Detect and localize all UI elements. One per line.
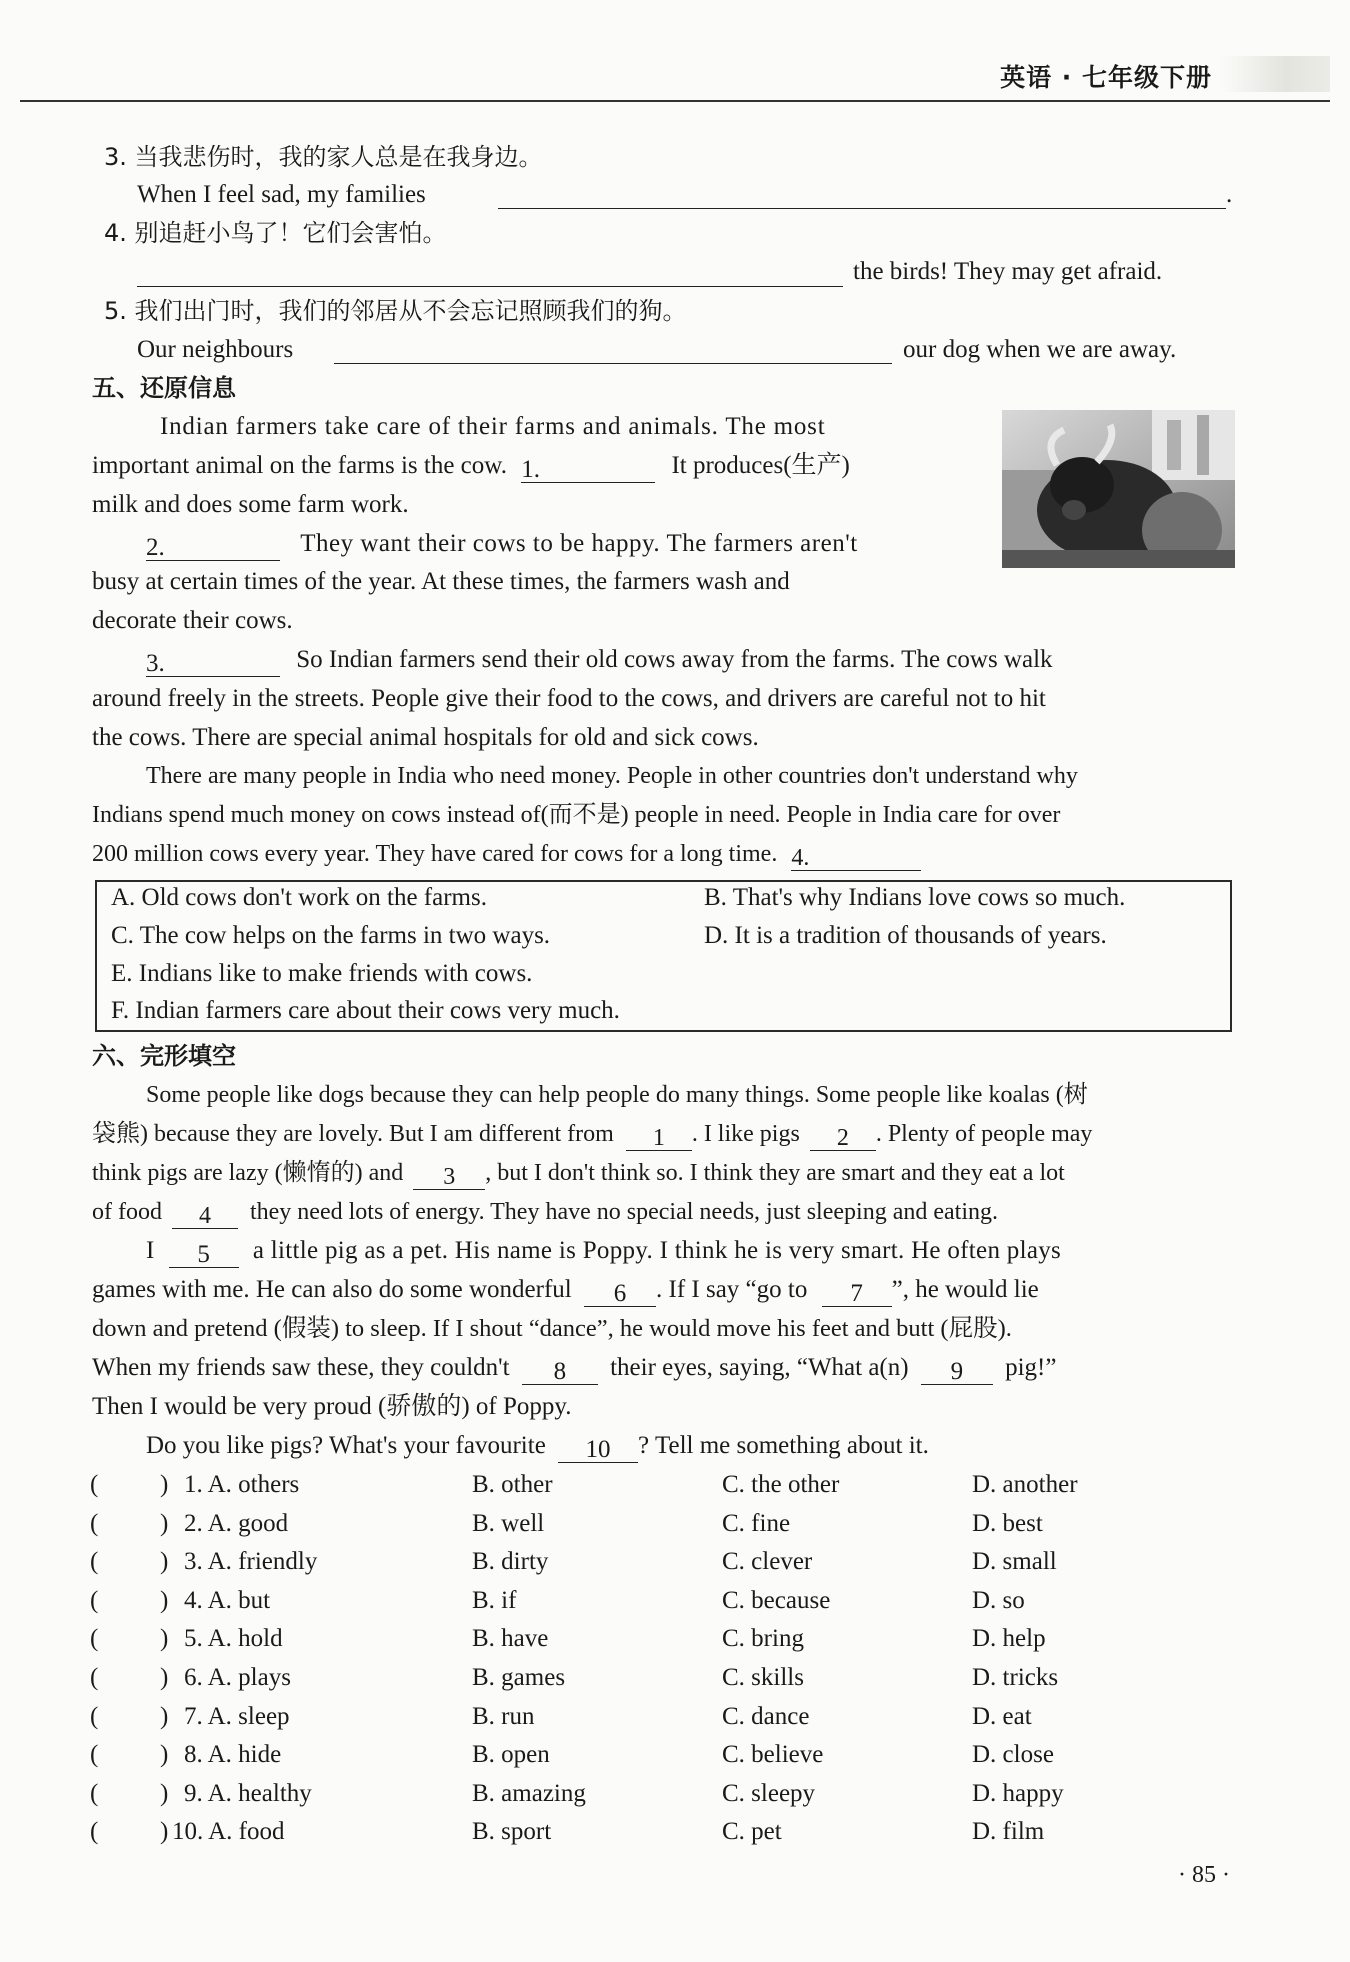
cloze-question-2 [90,1508,1190,1540]
s6-line4b: they need lots of energy. They have no special needs, just sleeping and eating. [249,1199,998,1225]
q3-english-prefix: When I feel sad, my families [137,181,426,208]
option-a: A. Old cows don't work on the farms. [111,884,487,911]
options-box [95,880,1232,1032]
s5-p3-line1: So Indian farmers send their old cows away from the farms. The cows walk [296,646,1053,673]
s6-line1: Some people like dogs because they can help people do many things. Some people like koalas (树 [146,1082,1088,1108]
header-title: 英语 · 七年级下册 [1000,63,1212,92]
answer-paren-open[interactable]: ( [90,1471,99,1498]
choice-d[interactable]: D. best [972,1509,1043,1537]
answer-paren-close: ) [160,1779,169,1807]
s6-blank-4[interactable]: 4 [172,1203,238,1229]
cow-photo-image [1002,410,1235,568]
section6-title: 六、完形填空 [92,1042,236,1070]
choice-d[interactable]: D. film [972,1818,1045,1846]
s5-p2-line1: They want their cows to be happy. The farmers aren't [300,530,858,557]
q3-chinese: 3. 当我悲伤时，我的家人总是在我身边。 [104,143,543,171]
s5-p2-line3: decorate their cows. [92,607,293,634]
s5-p1-line2a: important animal on the farms is the cow. [92,452,507,479]
q5-english-suffix: our dog when we are away. [903,336,1177,363]
answer-paren-close: ) [160,1625,169,1653]
s6-line5b: a little pig as a pet. His name is Poppy. I think he is very smart. He often plays [252,1237,1062,1264]
choice-a[interactable]: 8. A. hide [184,1741,282,1769]
q3-answer-line[interactable] [498,207,1226,209]
choice-a[interactable]: 1. A. others [184,1471,300,1498]
answer-paren-open[interactable]: ( [90,1664,99,1691]
s6-line6a: games with me. He can also do some wonderful [92,1276,572,1303]
choice-b[interactable]: B. have [472,1625,549,1653]
s5-p1-line1: Indian farmers take care of their farms and animals. The most [160,413,826,440]
s6-line9: Then I would be very proud (骄傲的) of Poppy. [92,1393,572,1420]
choice-c[interactable]: C. bring [722,1625,804,1653]
choice-a[interactable]: 7. A. sleep [184,1702,290,1730]
cloze-question-8 [90,1739,1190,1771]
choice-b[interactable]: B. run [472,1702,535,1730]
page-number: · 85 · [1178,1862,1230,1888]
option-c: C. The cow helps on the farms in two ways. [111,922,551,949]
choice-c[interactable]: C. pet [722,1818,782,1846]
choice-a[interactable]: 4. A. but [184,1586,271,1614]
section5-title: 五、还原信息 [92,374,236,402]
s6-blank-6[interactable]: 6 [584,1281,656,1307]
cloze-question-6 [90,1662,1190,1694]
s6-blank-1[interactable]: 1 [626,1125,692,1151]
answer-paren-open[interactable]: ( [90,1818,99,1846]
q4-answer-line[interactable] [137,285,843,287]
choice-d[interactable]: D. so [972,1586,1025,1614]
choice-d[interactable]: D. help [972,1625,1046,1653]
s5-p2-line2: busy at certain times of the year. At these times, the farmers wash and [92,568,790,595]
s5-p4-line3: 200 million cows every year. They have cared for cows for a long time. [92,841,778,867]
choice-b[interactable]: B. dirty [472,1548,549,1576]
choice-a[interactable]: 5. A. hold [184,1625,283,1653]
s6-blank-7[interactable]: 7 [822,1281,892,1307]
q5-chinese: 5. 我们出门时，我们的邻居从不会忘记照顾我们的狗。 [104,297,687,325]
option-d: D. It is a tradition of thousands of years. [704,922,1107,949]
answer-paren-open[interactable]: ( [90,1702,99,1730]
cow-photo [1002,410,1235,568]
s6-line3a: think pigs are lazy (懒惰的) and [92,1160,404,1186]
s6-blank-3[interactable]: 3 [413,1164,485,1190]
s5-blank-1[interactable]: 1. [521,457,655,483]
s6-line4a: of food [92,1199,162,1225]
answer-paren-close: ) [160,1702,169,1730]
answer-paren-close: ) [160,1586,169,1614]
answer-paren-close: ) [160,1664,169,1691]
choice-c[interactable]: C. fine [722,1509,791,1537]
cloze-question-10 [90,1816,1190,1848]
choice-b[interactable]: B. games [472,1664,566,1691]
s5-blank-3[interactable]: 3. [146,651,280,677]
answer-paren-close: ) [160,1509,169,1537]
s6-line8b: their eyes, saying, “What a(n) [610,1354,909,1381]
s5-p1-line2b: It produces(生产) [671,452,850,479]
s6-blank-9[interactable]: 9 [921,1359,993,1385]
answer-paren-close: ) [160,1548,169,1576]
s6-blank-8[interactable]: 8 [522,1359,598,1385]
choice-c[interactable]: C. believe [722,1741,824,1769]
choice-c[interactable]: C. clever [722,1548,813,1576]
answer-paren-open[interactable]: ( [90,1779,99,1807]
choice-d[interactable]: D. small [972,1548,1057,1576]
answer-paren-close: ) [160,1471,169,1498]
option-e: E. Indians like to make friends with cows. [111,960,533,987]
answer-paren-open[interactable]: ( [90,1586,99,1614]
q4-chinese: 4. 别追赶小鸟了！它们会害怕。 [104,219,447,247]
s6-line8c: pig!” [1005,1354,1057,1381]
s6-line5a: I [146,1237,155,1264]
choice-d[interactable]: D. another [972,1471,1078,1498]
answer-paren-open[interactable]: ( [90,1625,99,1653]
s6-blank-2[interactable]: 2 [810,1125,876,1151]
s6-blank-5[interactable]: 5 [169,1242,239,1268]
s6-line2a: 袋熊) because they are lovely. But I am different from [92,1121,614,1147]
choice-b[interactable]: B. amazing [472,1779,586,1807]
s6-line10a: Do you like pigs? What's your favourite [146,1432,546,1459]
s6-blank-10[interactable]: 10 [558,1437,638,1463]
choice-a[interactable]: 2. A. good [184,1509,289,1537]
answer-paren-close: ) [160,1818,169,1846]
choice-d[interactable]: D. eat [972,1702,1032,1730]
choice-a[interactable]: 9. A. healthy [184,1779,312,1807]
answer-paren-open[interactable]: ( [90,1548,99,1576]
q3-english-suffix: . [1226,181,1233,208]
option-f: F. Indian farmers care about their cows very much. [111,997,620,1024]
page-header [20,48,1330,102]
cloze-question-7 [90,1701,1190,1733]
s6-line2c: . Plenty of people may [875,1121,1093,1147]
s6-line6b: . If I say “go to [656,1276,808,1303]
answer-paren-open[interactable]: ( [90,1509,99,1537]
header-decoration [1220,56,1330,92]
q4-english-suffix: the birds! They may get afraid. [853,258,1163,285]
choice-d[interactable]: D. happy [972,1779,1064,1807]
choice-d[interactable]: D. close [972,1741,1054,1769]
choice-d[interactable]: D. tricks [972,1664,1059,1691]
s5-p1-line3: milk and does some farm work. [92,491,409,518]
choice-c[interactable]: C. dance [722,1702,810,1730]
choice-a[interactable]: 10. A. food [172,1818,285,1846]
choice-b[interactable]: B. if [472,1586,517,1614]
s6-line3b: , but I don't think so. I think they are smart and they eat a lot [485,1160,1065,1186]
s6-line7: down and pretend (假装) to sleep. If I shout “dance”, he would move his feet and butt (屁股). [92,1315,1012,1342]
q5-answer-line[interactable] [334,362,892,364]
s5-blank-2[interactable]: 2. [146,535,280,561]
choice-c[interactable]: C. the other [722,1471,840,1498]
choice-c[interactable]: C. because [722,1586,831,1614]
choice-c[interactable]: C. skills [722,1664,804,1691]
choice-a[interactable]: 6. A. plays [184,1664,291,1691]
answer-paren-open[interactable]: ( [90,1741,99,1769]
choice-b[interactable]: B. well [472,1509,545,1537]
option-b: B. That's why Indians love cows so much. [704,884,1126,911]
cloze-question-1 [90,1469,1190,1501]
s6-line8a: When my friends saw these, they couldn't [92,1354,510,1381]
choice-a[interactable]: 3. A. friendly [184,1548,318,1576]
s5-p3-line3: the cows. There are special animal hospitals for old and sick cows. [92,724,759,751]
s6-line10b: ? Tell me something about it. [638,1432,929,1459]
s6-line6c: ”, he would lie [891,1276,1039,1303]
cloze-question-4 [90,1585,1190,1617]
choice-b[interactable]: B. open [472,1741,550,1769]
s5-p3-line2: around freely in the streets. People give their food to the cows, and drivers are careful not to hit [92,685,1046,712]
s5-blank-4[interactable]: 4. [791,845,921,871]
q5-english-prefix: Our neighbours [137,336,294,363]
answer-paren-close: ) [160,1741,169,1769]
choice-b[interactable]: B. other [472,1471,553,1498]
cloze-question-3 [90,1546,1190,1578]
s5-p4-line1: There are many people in India who need money. People in other countries don't understand why [146,763,1078,789]
cloze-question-5 [90,1623,1190,1655]
cloze-question-9 [90,1778,1190,1810]
s6-line2b: . I like pigs [691,1121,800,1147]
choice-c[interactable]: C. sleepy [722,1779,816,1807]
s5-p4-line2: Indians spend much money on cows instead of(而不是) people in need. People in India care for over [92,802,1061,828]
choice-b[interactable]: B. sport [472,1818,552,1846]
